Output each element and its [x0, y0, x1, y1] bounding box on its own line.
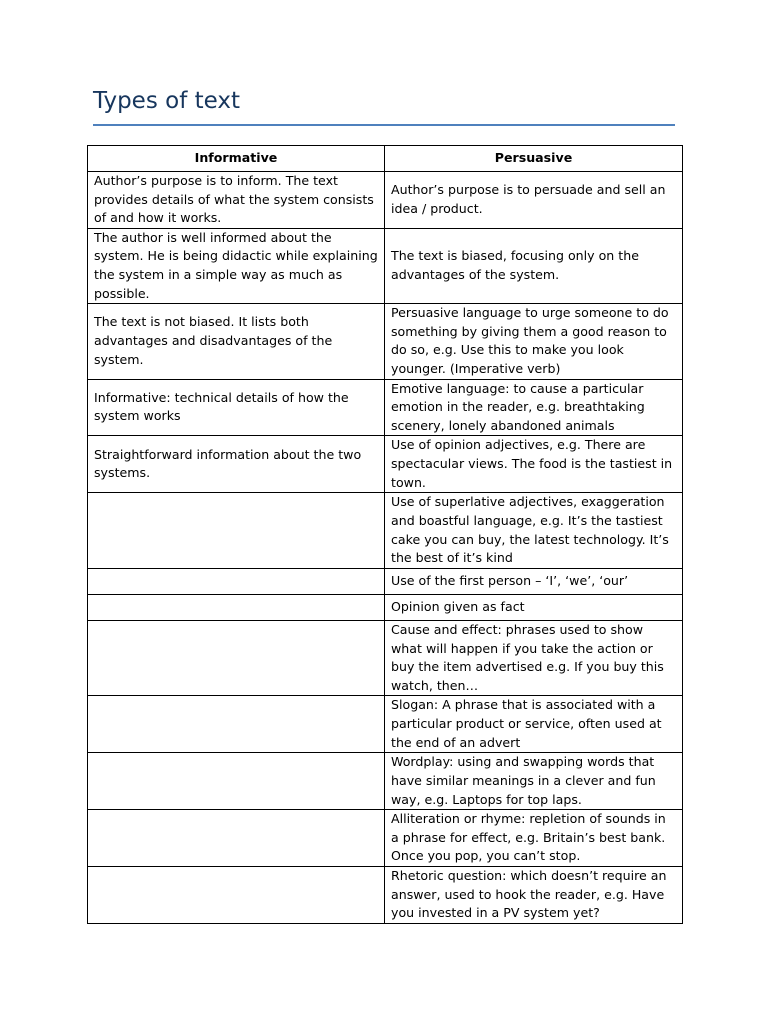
header-informative: Informative [88, 146, 385, 172]
title-underline [93, 124, 675, 126]
table-row [88, 696, 683, 753]
table-row [88, 172, 683, 229]
table-row [88, 304, 683, 379]
table-row [88, 569, 683, 595]
table-row [88, 810, 683, 867]
persuasive-cell: Rhetoric question: which doesn’t require an answer, used to hook the reader, e.g. Have you invested in a PV system yet? [385, 867, 683, 924]
informative-cell [88, 493, 385, 569]
informative-cell [88, 810, 385, 867]
persuasive-cell: Persuasive language to urge someone to do something by giving them a good reason to do so, e.g. Use this to make you look younger. (Imperative verb) [385, 304, 683, 379]
informative-cell: Straightforward information about the two systems. [88, 436, 385, 493]
table-row [88, 493, 683, 569]
persuasive-cell: Slogan: A phrase that is associated with a particular product or service, often used at the end of an advert [385, 696, 683, 753]
informative-cell [88, 569, 385, 595]
informative-cell: The text is not biased. It lists both advantages and disadvantages of the system. [88, 304, 385, 379]
table-row [88, 621, 683, 696]
informative-cell [88, 696, 385, 753]
persuasive-cell: Opinion given as fact [385, 595, 683, 621]
persuasive-cell: Use of the first person – ‘I’, ‘we’, ‘our’ [385, 569, 683, 595]
header-persuasive: Persuasive [385, 146, 683, 172]
table-row [88, 867, 683, 924]
persuasive-cell: Alliteration or rhyme: repletion of sounds in a phrase for effect, e.g. Britain’s best bank. Once you pop, you can’t stop. [385, 810, 683, 867]
persuasive-cell: The text is biased, focusing only on the advantages of the system. [385, 228, 683, 303]
table-row [88, 228, 683, 303]
informative-cell [88, 621, 385, 696]
persuasive-cell: Cause and effect: phrases used to show what will happen if you take the action or buy the item advertised e.g. If you buy this watch, then… [385, 621, 683, 696]
persuasive-cell: Emotive language: to cause a particular emotion in the reader, e.g. breathtaking scenery, lonely abandoned animals [385, 379, 683, 436]
persuasive-cell: Author’s purpose is to persuade and sell an idea / product. [385, 172, 683, 229]
page-title: Types of text [93, 88, 240, 114]
informative-cell: Informative: technical details of how the system works [88, 379, 385, 436]
persuasive-cell: Use of superlative adjectives, exaggeration and boastful language, e.g. It’s the tastiest cake you can buy, the latest technology. It’s the best of it’s kind [385, 493, 683, 569]
persuasive-cell: Wordplay: using and swapping words that have similar meanings in a clever and fun way, e.g. Laptops for top laps. [385, 753, 683, 810]
informative-cell: The author is well informed about the system. He is being didactic while explaining the system in a simple way as much as possible. [88, 228, 385, 303]
informative-cell: Author’s purpose is to inform. The text provides details of what the system consists of and how it works. [88, 172, 385, 229]
informative-cell [88, 595, 385, 621]
persuasive-cell: Use of opinion adjectives, e.g. There are spectacular views. The food is the tastiest in town. [385, 436, 683, 493]
table-row [88, 753, 683, 810]
table-header-row [88, 146, 683, 172]
table-row [88, 595, 683, 621]
informative-cell [88, 867, 385, 924]
table-row [88, 436, 683, 493]
informative-cell [88, 753, 385, 810]
table-row [88, 379, 683, 436]
text-types-table [87, 145, 683, 924]
